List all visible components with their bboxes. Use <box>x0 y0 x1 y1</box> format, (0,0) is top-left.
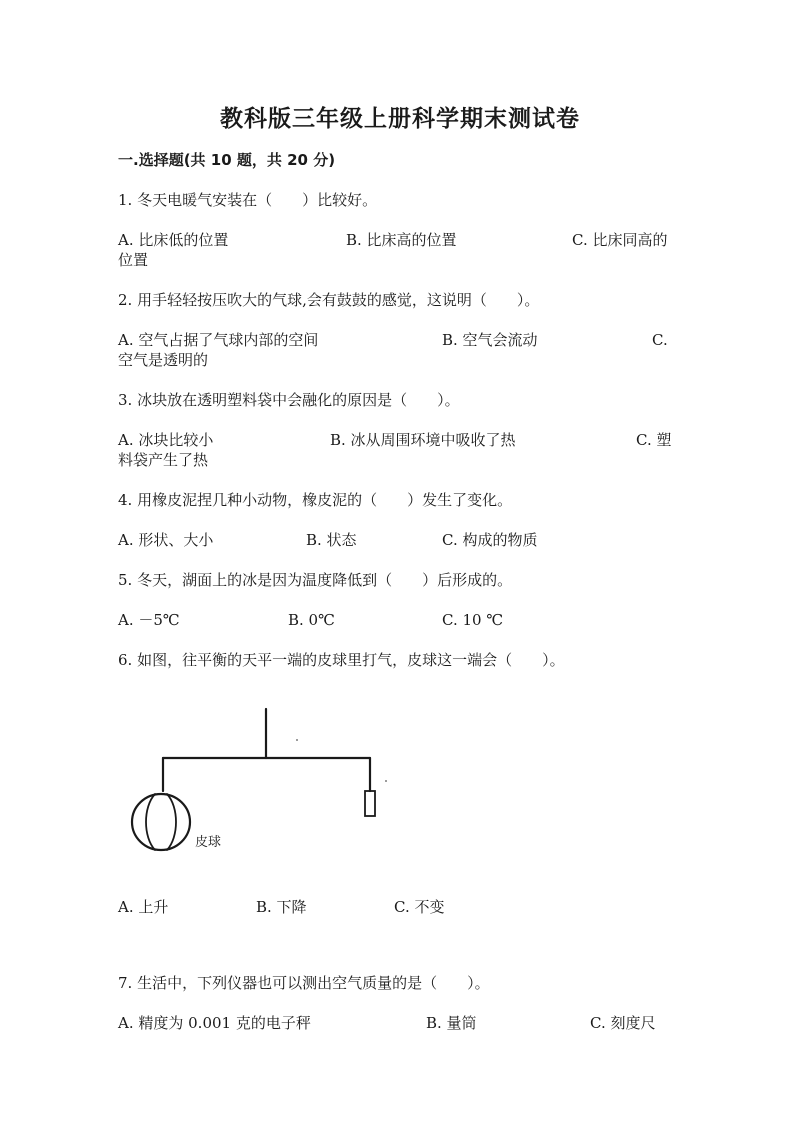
question-7-option-c[interactable]: C. 刻度尺 <box>590 1014 656 1032</box>
question-3-stem: 3. 冰块放在透明塑料袋中会融化的原因是（ ）。 <box>118 391 460 409</box>
question-4-stem: 4. 用橡皮泥捏几种小动物，橡皮泥的（ ）发生了变化。 <box>118 491 513 509</box>
question-1-option-b[interactable]: B. 比床高的位置 <box>346 231 457 249</box>
question-5-stem: 5. 冬天，湖面上的冰是因为温度降低到（ ）后形成的。 <box>118 571 513 589</box>
question-3-option-c-wrap: 料袋产生了热 <box>118 451 209 469</box>
exam-title: 教科版三年级上册科学期末测试卷 <box>220 106 580 132</box>
question-3-option-a[interactable]: A. 冰块比较小 <box>118 431 214 449</box>
question-6-option-b[interactable]: B. 下降 <box>256 898 307 916</box>
question-1-stem: 1. 冬天电暖气安装在（ ）比较好。 <box>118 191 378 209</box>
question-4-option-c[interactable]: C. 构成的物质 <box>442 531 538 549</box>
speck <box>385 780 387 782</box>
question-4-option-b[interactable]: B. 状态 <box>306 531 357 549</box>
question-6-stem: 6. 如图，往平衡的天平一端的皮球里打气，皮球这一端会（ ）。 <box>118 651 565 669</box>
ball-seam-left <box>146 794 155 850</box>
question-1-option-c-wrap: 位置 <box>118 251 149 269</box>
balance-figure <box>125 705 405 865</box>
question-7-stem: 7. 生活中，下列仪器也可以测出空气质量的是（ ）。 <box>118 974 490 992</box>
counterweight <box>365 791 375 816</box>
question-4-option-a[interactable]: A. 形状、大小 <box>118 531 214 549</box>
question-5-option-b[interactable]: B. 0℃ <box>288 611 335 629</box>
question-2-option-b[interactable]: B. 空气会流动 <box>442 331 538 349</box>
question-2-option-c-wrap: 空气是透明的 <box>118 351 209 369</box>
question-1-option-c[interactable]: C. 比床同高的 <box>572 231 668 249</box>
question-3-option-b[interactable]: B. 冰从周围环境中吸收了热 <box>330 431 516 449</box>
section-heading: 一.选择题(共 10 题，共 20 分) <box>118 151 336 169</box>
question-6-option-c[interactable]: C. 不变 <box>394 898 445 916</box>
question-2-stem: 2. 用手轻轻按压吹大的气球,会有鼓鼓的感觉，这说明（ ）。 <box>118 291 540 309</box>
question-5-option-a[interactable]: A. －5℃ <box>118 611 180 629</box>
question-3-option-c[interactable]: C. 塑 <box>636 431 672 449</box>
ball <box>132 794 190 850</box>
speck <box>296 739 298 741</box>
question-5-option-c[interactable]: C. 10 ℃ <box>442 611 504 629</box>
ball-seam-right <box>167 794 176 850</box>
question-2-option-a[interactable]: A. 空气占据了气球内部的空间 <box>118 331 319 349</box>
question-7-option-b[interactable]: B. 量筒 <box>426 1014 477 1032</box>
question-7-option-a[interactable]: A. 精度为 0.001 克的电子秤 <box>118 1014 311 1032</box>
ball-label: 皮球 <box>195 835 222 850</box>
question-6-option-a[interactable]: A. 上升 <box>118 898 169 916</box>
question-2-option-c[interactable]: C. <box>652 331 668 349</box>
question-1-option-a[interactable]: A. 比床低的位置 <box>118 231 229 249</box>
